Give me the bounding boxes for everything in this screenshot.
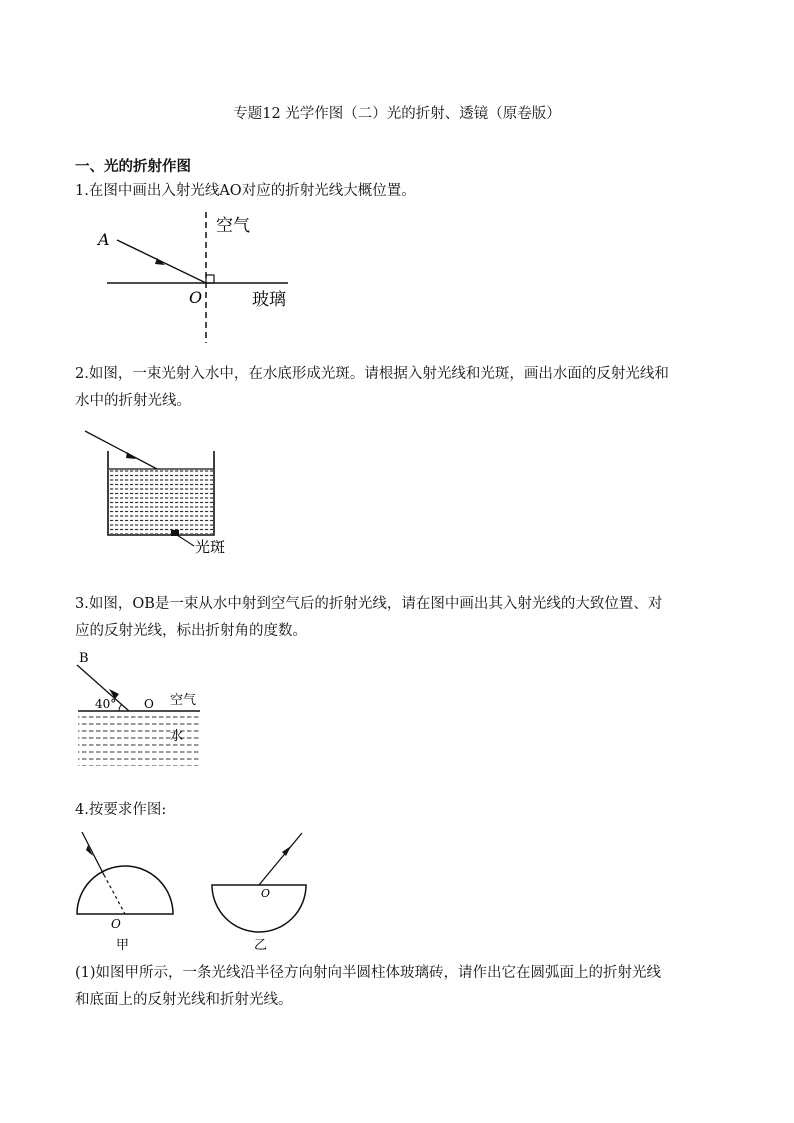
label-spot: 光斑 <box>195 538 226 556</box>
label-air: 空气 <box>216 216 250 236</box>
question-3-text-line2: 应的反射光线，标出折射角的度数。 <box>75 623 307 639</box>
arrow-icon <box>126 452 136 459</box>
angle-arc <box>119 704 122 711</box>
water <box>109 469 213 534</box>
semicircle-jia <box>77 866 173 914</box>
arrow-icon <box>282 846 291 856</box>
caption-jia: 甲 <box>116 938 130 953</box>
incident-ray <box>85 431 157 469</box>
label-water: 水 <box>170 729 184 744</box>
figure-q3 <box>75 645 205 770</box>
incident-ray-jia <box>82 832 104 875</box>
label-O: O <box>144 697 154 711</box>
question-2-text-line2: 水中的折射光线。 <box>75 393 191 409</box>
incident-ray-yi <box>259 833 302 885</box>
section-heading: 一、光的折射作图 <box>75 159 191 175</box>
label-angle: 40° <box>95 697 117 711</box>
question-4-part1-line2: 和底面上的反射光线和折射光线。 <box>75 992 293 1008</box>
page-title: 专题12 光学作图（二）光的折射、透镜（原卷版） <box>233 106 561 122</box>
figure-q1 <box>95 210 310 345</box>
label-O-yi: O <box>261 887 271 900</box>
caption-yi: 乙 <box>254 938 268 953</box>
figure-q2 <box>80 425 250 560</box>
label-B: B <box>79 651 89 666</box>
dashed-radius <box>104 875 125 914</box>
question-3-text-line1: 3.如图，OB是一束从水中射到空气后的折射光线，请在图中画出其入射光线的大致位置、对 <box>75 596 663 612</box>
label-O-jia: O <box>111 917 121 931</box>
question-1-text: 1.在图中画出入射光线AO对应的折射光线大概位置。 <box>75 183 416 199</box>
label-A: A <box>98 230 110 249</box>
right-angle-mark <box>206 275 214 283</box>
incident-ray <box>117 240 206 283</box>
question-4-part1-line1: (1)如图甲所示，一条光线沿半径方向射向半圆柱体玻璃砖，请作出它在圆弧面上的折射光线 <box>75 965 662 981</box>
label-glass: 玻璃 <box>252 290 286 310</box>
figure-q4 <box>70 828 340 956</box>
semicircle-yi <box>212 885 306 932</box>
question-4-text: 4.按要求作图: <box>75 802 167 818</box>
label-air: 空气 <box>170 693 197 708</box>
label-O: O <box>189 288 203 307</box>
question-2-text-line1: 2.如图，一束光射入水中，在水底形成光斑。请根据入射光线和光斑，画出水面的反射光线和 <box>75 366 669 382</box>
